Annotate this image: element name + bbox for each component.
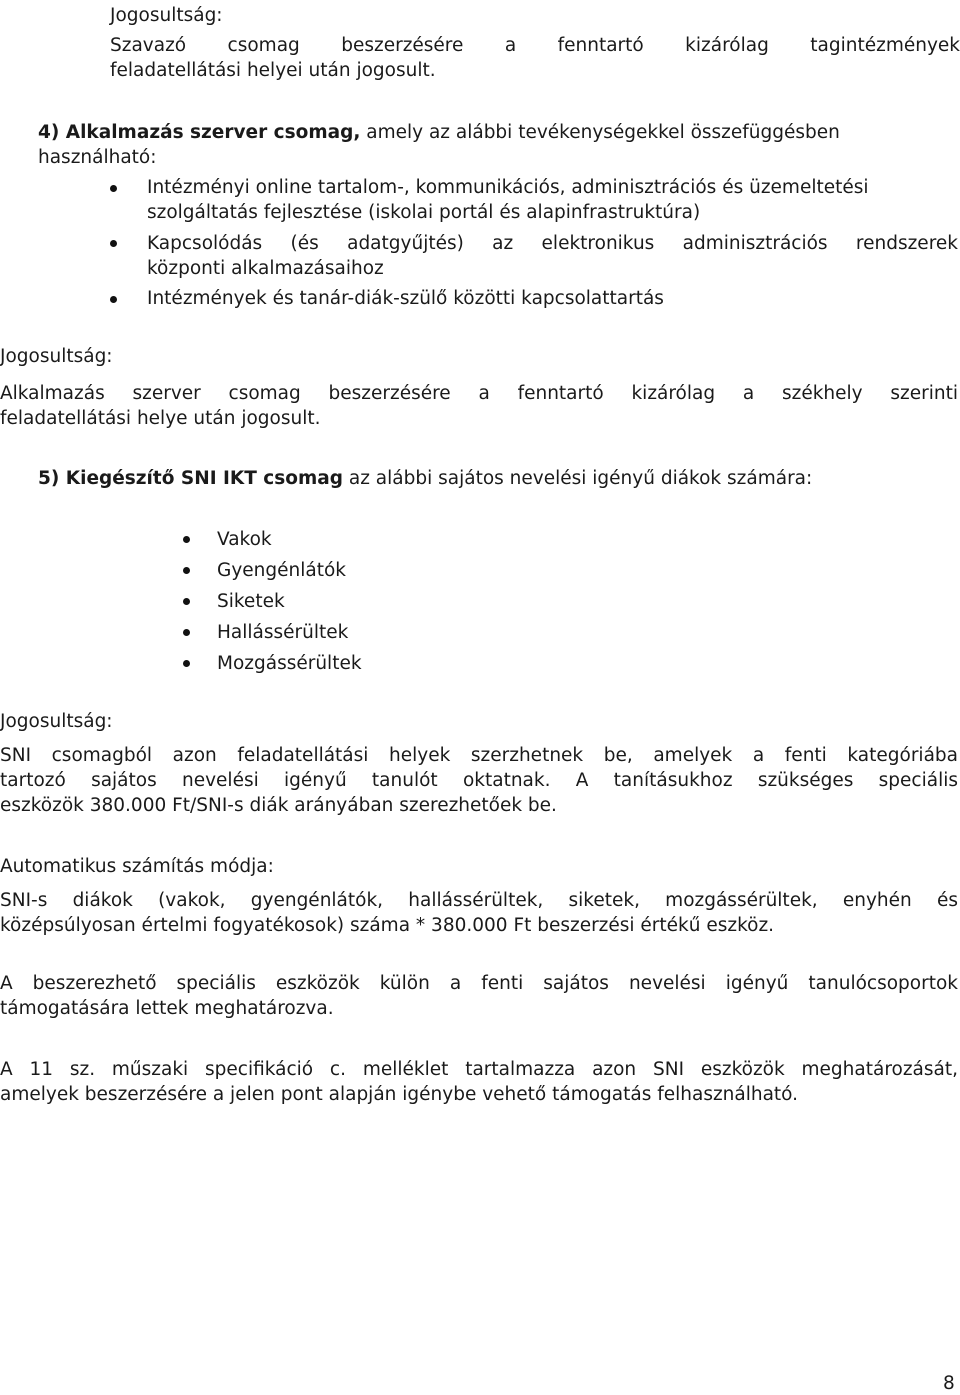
bullet-icon (183, 567, 190, 574)
bullet-icon (110, 240, 117, 247)
paragraph-line: A 11 sz. műszaki specifikáció c. melléklet tartalmazza azon SNI eszközök meghatározását, (0, 1059, 958, 1080)
paragraph-line: amelyek beszerzésére a jelen pont alapján igénybe vehető támogatás felhasználható. (0, 1084, 799, 1105)
paragraph-line: eszközök 380.000 Ft/SNI-s diák arányában szerezhetőek be. (0, 795, 557, 816)
paragraph-line: A beszerezhető speciális eszközök külön a fenti sajátos nevelési igényű tanulócsoportok (0, 973, 958, 994)
paragraph-line: Alkalmazás szerver csomag beszerzésére a fenntartó kizárólag a székhely szerinti (0, 383, 958, 404)
section3-eligibility (110, 3, 960, 83)
eligibility-heading: Jogosultság: (0, 346, 113, 367)
bullet-icon (183, 598, 190, 605)
section4-title: 4) Alkalmazás szerver csomag, (38, 122, 361, 143)
bullet-icon (110, 296, 117, 303)
section4-intro (38, 120, 958, 170)
list-item: Kapcsolódás (és adatgyűjtés) az elektronikus adminisztrációs rendszerek (147, 233, 958, 254)
bullet-icon (183, 536, 190, 543)
list-item: Siketek (217, 591, 285, 612)
page-number: 8 (943, 1373, 955, 1394)
eligibility-heading: Jogosultság: (0, 711, 113, 732)
section4-intro-text: amely az alábbi tevékenységekkel összefüggésben (360, 122, 840, 143)
list-item: Hallássérültek (217, 622, 349, 643)
section5-eligibility (0, 709, 958, 818)
paragraph-line: támogatására lettek meghatározva. (0, 998, 334, 1019)
list-item: Vakok (217, 529, 272, 550)
list-item-continuation: szolgáltatás fejlesztése (iskolai portál és alapinfrastruktúra) (147, 202, 701, 223)
section5-title: 5) Kiegészítő SNI IKT csomag (38, 468, 343, 489)
bullet-icon (183, 629, 190, 636)
list-item: Gyengénlátók (217, 560, 347, 581)
list-item: Intézményi online tartalom-, kommunikációs, adminisztrációs és üzemeltetési (147, 177, 869, 198)
paragraph-line: SNI csomagból azon feladatellátási helyek szerzhetnek be, amelyek a fenti kategóriába (0, 745, 958, 766)
paragraph-line: Szavazó csomag beszerzésére a fenntartó kizárólag tagintézmények (110, 35, 960, 56)
bullet-icon (110, 185, 117, 192)
paragraph-special-tools (0, 971, 958, 1021)
paragraph-line: tartozó sajátos nevelési igényű tanulót oktatnak. A tanításukhoz szükséges speciális (0, 770, 958, 791)
paragraph-line: feladatellátási helye után jogosult. (0, 408, 321, 429)
bullet-icon (183, 660, 190, 667)
list-item-continuation: központi alkalmazásaihoz (147, 258, 384, 279)
list-item: Intézmények és tanár-diák-szülő közötti kapcsolattartás (147, 288, 664, 309)
paragraph-line: középsúlyosan értelmi fogyatékosok) száma * 380.000 Ft beszerzési értékű eszköz. (0, 915, 775, 936)
section5-calculation (0, 854, 958, 938)
paragraph-line: feladatellátási helyei után jogosult. (110, 60, 436, 81)
section4-eligibility (0, 344, 958, 431)
section4-intro-text-2: használható: (38, 147, 157, 168)
eligibility-heading: Jogosultság: (110, 5, 223, 26)
section5-intro (38, 466, 958, 491)
paragraph-line: SNI-s diákok (vakok, gyengénlátók, hallássérültek, siketek, mozgássérültek, enyhén és (0, 890, 958, 911)
section5-intro-text: az alábbi sajátos nevelési igényű diákok számára: (343, 468, 813, 489)
calculation-heading: Automatikus számítás módja: (0, 856, 274, 877)
paragraph-specification (0, 1057, 958, 1107)
list-item: Mozgássérültek (217, 653, 362, 674)
